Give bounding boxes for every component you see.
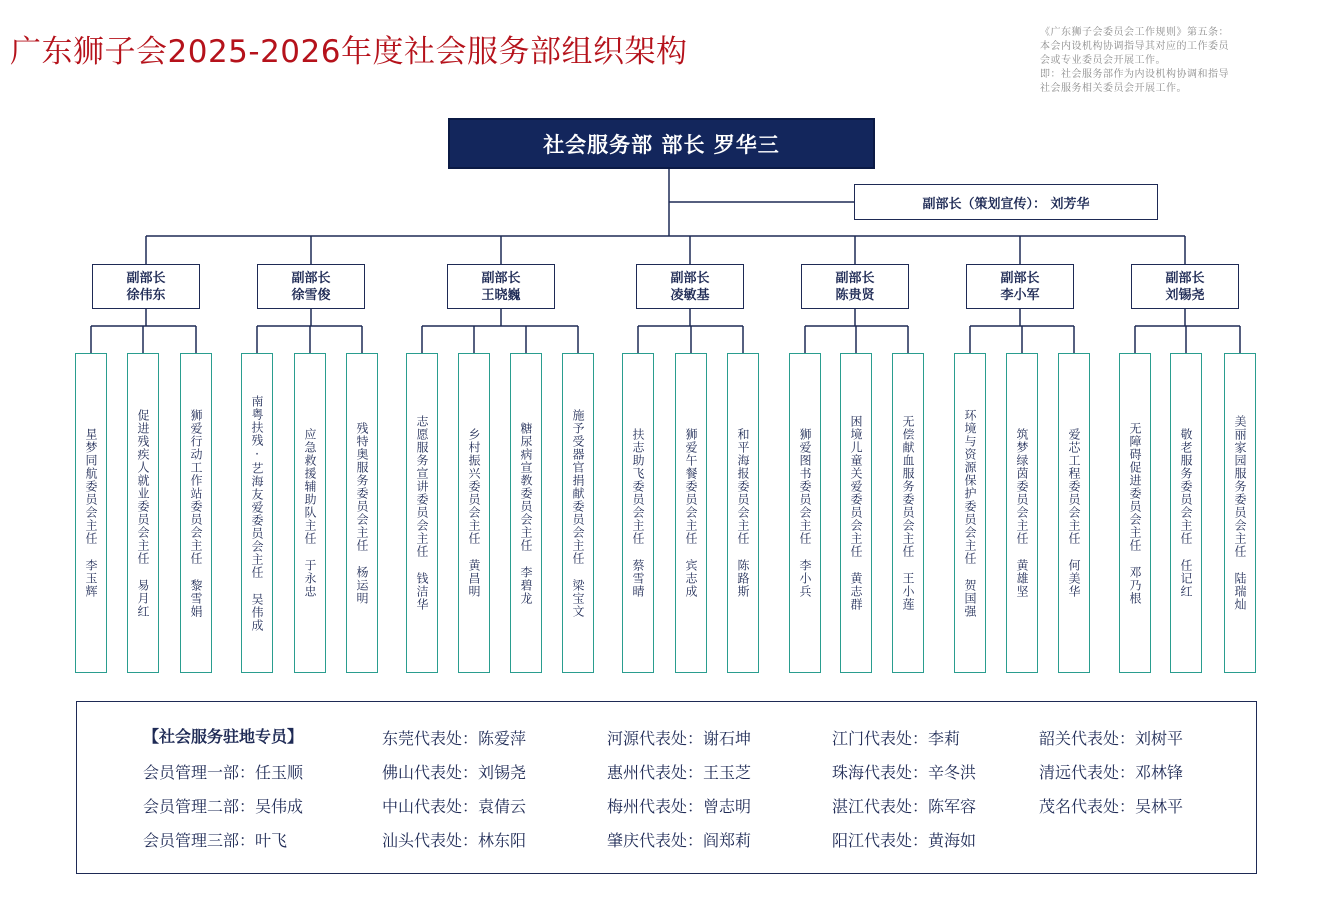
office-entry: 江门代表处：李莉 xyxy=(832,729,961,748)
deputy-role: 副部长 xyxy=(835,270,875,286)
committee-title: 狮爱午餐委员会主任 xyxy=(684,428,698,545)
rules-line: 即：社会服务部作为内设机构协调和指导 xyxy=(1040,69,1229,80)
committee-chair: 易月红 xyxy=(136,578,150,618)
deputy-name: 王晓巍 xyxy=(481,287,521,303)
deputy-name: 徐雪俊 xyxy=(291,287,331,303)
committee-title: 美丽家园服务委员会主任 xyxy=(1233,415,1247,558)
commissioners-heading: 【社会服务驻地专员】 xyxy=(143,727,304,746)
committee-box xyxy=(1170,353,1202,673)
committee-chair: 陈路斯 xyxy=(736,559,750,598)
deputy-box xyxy=(447,264,555,309)
committee-chair: 吴伟成 xyxy=(250,592,264,632)
deputy-role: 副部长 xyxy=(1165,270,1205,286)
committee-title: 筑梦绿茵委员会主任 xyxy=(1015,428,1029,545)
committee-chair: 于永忠 xyxy=(303,559,317,598)
committee-title: 星梦同航委员会主任 xyxy=(84,428,98,545)
deputy-role: 副部长 xyxy=(126,270,166,286)
office-entry: 湛江代表处：陈军容 xyxy=(832,797,977,816)
rules-line: 本会内设机构协调指导其对应的工作委员 xyxy=(1040,41,1229,52)
rules-line: 社会服务相关委员会开展工作。 xyxy=(1040,83,1187,94)
committee-chair: 何美华 xyxy=(1067,559,1081,598)
committee-chair: 杨运明 xyxy=(355,565,369,605)
committee-chair: 王小莲 xyxy=(901,572,915,611)
office-entry: 佛山代表处：刘锡尧 xyxy=(382,763,527,782)
committee-title: 乡村振兴委员会主任 xyxy=(467,428,481,545)
committee-box xyxy=(1006,353,1038,673)
deputy-box xyxy=(257,264,365,309)
rules-line: 《广东狮子会委员会工作规则》第五条： xyxy=(1040,27,1229,38)
committee-title: 和平海报委员会主任 xyxy=(736,428,750,545)
committee-chair: 黄雄坚 xyxy=(1015,559,1029,598)
committee-chair: 蔡雪晴 xyxy=(631,559,645,598)
committee-chair: 钱洁华 xyxy=(415,572,429,611)
committee-chair: 李小兵 xyxy=(798,559,812,598)
office-entry: 韶关代表处：刘树平 xyxy=(1039,729,1184,748)
committee-chair: 陆瑞灿 xyxy=(1233,572,1247,611)
commissioner-entry: 会员管理一部：任玉顺 xyxy=(143,763,304,782)
deputy-box xyxy=(966,264,1074,309)
deputy-box xyxy=(1131,264,1239,309)
committee-box xyxy=(294,353,326,673)
committee-chair: 黎雪娟 xyxy=(189,578,203,618)
deputy-role: 副部长 xyxy=(1000,270,1040,286)
committee-box xyxy=(510,353,542,673)
committee-box xyxy=(789,353,821,673)
office-entry: 梅州代表处：曾志明 xyxy=(607,797,752,816)
office-entry: 珠海代表处：辛冬洪 xyxy=(832,763,977,782)
committee-box xyxy=(1058,353,1090,673)
committee-box xyxy=(562,353,594,673)
committee-box xyxy=(954,353,986,673)
committee-title: 爱芯工程委员会主任 xyxy=(1067,428,1081,545)
committee-box xyxy=(180,353,212,673)
committee-title: 南粤扶残·艺海友爱委员会主任 xyxy=(250,394,264,579)
deputy-box xyxy=(801,264,909,309)
committee-box xyxy=(241,353,273,673)
committee-chair: 李碧龙 xyxy=(519,565,533,605)
committee-title: 残特奥服务委员会主任 xyxy=(355,421,369,552)
committee-title: 糖尿病宣教委员会主任 xyxy=(519,421,533,552)
committee-box xyxy=(840,353,872,673)
committee-box xyxy=(406,353,438,673)
deputy-role: 副部长 xyxy=(481,270,521,286)
committee-box xyxy=(675,353,707,673)
committee-chair: 贺国强 xyxy=(963,578,977,618)
committee-title: 应急救援辅助队主任 xyxy=(303,428,317,545)
committee-title: 无偿献血服务委员会主任 xyxy=(901,415,915,558)
office-entry: 惠州代表处：王玉芝 xyxy=(607,763,752,782)
deputy-name: 凌敏基 xyxy=(670,287,710,303)
committee-title: 敬老服务委员会主任 xyxy=(1179,428,1193,545)
committee-chair: 黄昌明 xyxy=(467,559,481,598)
committee-title: 狮爱图书委员会主任 xyxy=(798,428,812,545)
commissioner-entry: 会员管理三部：叶飞 xyxy=(143,831,288,850)
committee-chair: 梁宝文 xyxy=(571,578,585,618)
deputy-box xyxy=(92,264,200,309)
resident-commissioners-panel xyxy=(76,701,1257,874)
deputy-name: 李小军 xyxy=(1000,287,1040,303)
committee-chair: 李玉辉 xyxy=(84,559,98,598)
page-title: 广东狮子会2025-2026年度社会服务部组织架构 xyxy=(10,34,688,70)
commissioner-entry: 会员管理二部：吴伟成 xyxy=(143,797,304,816)
committee-box xyxy=(75,353,107,673)
deputy-box xyxy=(636,264,744,309)
committee-chair: 邓乃根 xyxy=(1128,565,1142,605)
committee-box xyxy=(622,353,654,673)
committee-box xyxy=(458,353,490,673)
office-entry: 中山代表处：袁倩云 xyxy=(382,797,527,816)
committee-box xyxy=(892,353,924,673)
committee-chair: 任记红 xyxy=(1179,559,1193,598)
committee-title: 环境与资源保护委员会主任 xyxy=(963,408,977,565)
office-entry: 东莞代表处：陈爱萍 xyxy=(382,729,527,748)
committee-title: 促进残疾人就业委员会主任 xyxy=(136,408,150,565)
deputy-planning-box: 副部长（策划宣传）： 刘芳华 xyxy=(854,184,1158,220)
office-entry: 河源代表处：谢石坤 xyxy=(607,729,752,748)
deputy-name: 徐伟东 xyxy=(126,287,166,303)
committee-chair: 宾志成 xyxy=(684,559,698,598)
office-entry: 汕头代表处：林东阳 xyxy=(382,831,527,850)
deputy-name: 陈贵贤 xyxy=(835,287,875,303)
committee-box xyxy=(727,353,759,673)
committee-box xyxy=(1119,353,1151,673)
committee-title: 无障碍促进委员会主任 xyxy=(1128,421,1142,552)
office-entry: 清远代表处：邓林锋 xyxy=(1039,763,1184,782)
deputy-name: 刘锡尧 xyxy=(1165,287,1205,303)
deputy-role: 副部长 xyxy=(291,270,331,286)
office-entry: 阳江代表处：黄海如 xyxy=(832,831,977,850)
committee-box xyxy=(1224,353,1256,673)
committee-box xyxy=(127,353,159,673)
office-entry: 茂名代表处：吴林平 xyxy=(1039,797,1184,816)
office-entry: 肇庆代表处：阎郑莉 xyxy=(607,831,752,850)
committee-title: 施予受器官捐献委员会主任 xyxy=(571,408,585,565)
rules-line: 会或专业委员会开展工作。 xyxy=(1040,55,1166,66)
committee-title: 扶志助飞委员会主任 xyxy=(631,428,645,545)
committee-title: 志愿服务宣讲委员会主任 xyxy=(415,415,429,558)
committee-chair: 黄志群 xyxy=(849,572,863,611)
deputy-role: 副部长 xyxy=(670,270,710,286)
committee-title: 困境儿童关爱委员会主任 xyxy=(849,415,863,558)
department-head-box: 社会服务部 部长 罗华三 xyxy=(448,118,875,169)
committee-title: 狮爱行动工作站委员会主任 xyxy=(189,408,203,565)
committee-box xyxy=(346,353,378,673)
